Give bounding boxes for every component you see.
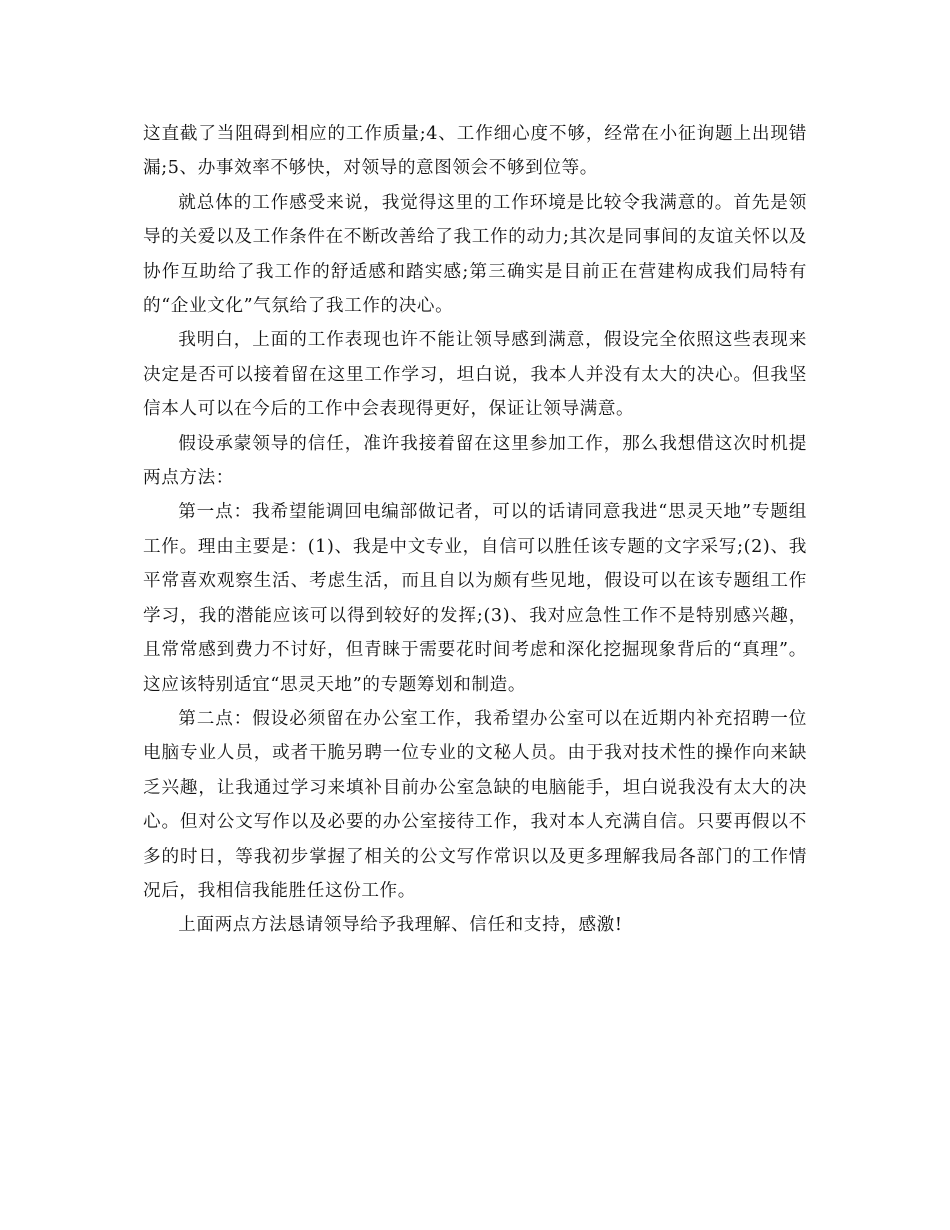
paragraph-point-one: 第一点：我希望能调回电编部做记者，可以的话请同意我进“思灵天地”专题组工作。理由主要是：(1)、我是中文专业，自信可以胜任该专题的文字采写;(2)、我平常喜欢观察生活、考虑生活，而且自以为颇有些见地，假设可以在该专题组工作学习，我的潜能应该可以得到较好的发挥;(3)、我对应急性工作不是特别感兴趣，且常常感到费力不讨好，但青睐于需要花时间考虑和深化挖掘现象背后的“真理”。这应该特别适宜“思灵天地”的专题筹划和制造。 — [143, 502, 807, 695]
paragraph-proposal-intro: 假设承蒙领导的信任，准许我接着留在这里参加工作，那么我想借这次时机提两点方法： — [143, 433, 807, 489]
document-body — [143, 117, 807, 943]
paragraph-point-two: 第二点：假设必须留在办公室工作，我希望办公室可以在近期内补充招聘一位电脑专业人员，或者干脆另聘一位专业的文秘人员。由于我对技术性的操作向来缺乏兴趣，让我通过学习来填补目前办公室急缺的电脑能手，坦白说我没有太大的决心。但对公文写作以及必要的办公室接待工作，我对本人充满自信。只要再假以不多的时日，等我初步掌握了相关的公文写作常识以及更多理解我局各部门的工作情况后，我相信我能胜任这份工作。 — [143, 708, 807, 901]
paragraph-closing: 上面两点方法恳请领导给予我理解、信任和支持，感激! — [178, 915, 623, 936]
paragraph-continuation: 这直截了当阻碍到相应的工作质量;4、工作细心度不够，经常在小征询题上出现错漏;5、办事效率不够快，对领导的意图领会不够到位等。 — [143, 124, 807, 179]
paragraph-self-assessment: 我明白，上面的工作表现也许不能让领导感到满意，假设完全依照这些表现来决定是否可以接着留在这里工作学习，坦白说，我本人并没有太大的决心。但我坚信本人可以在今后的工作中会表现得更好，保证让领导满意。 — [143, 330, 807, 420]
paragraph-work-environment: 就总体的工作感受来说，我觉得这里的工作环境是比较令我满意的。首先是领导的关爱以及工作条件在不断改善给了我工作的动力;其次是同事间的友谊关怀以及协作互助给了我工作的舒适感和踏实感;第三确实是目前正在营建构成我们局特有的“企业文化”气氛给了我工作的决心。 — [143, 192, 807, 317]
